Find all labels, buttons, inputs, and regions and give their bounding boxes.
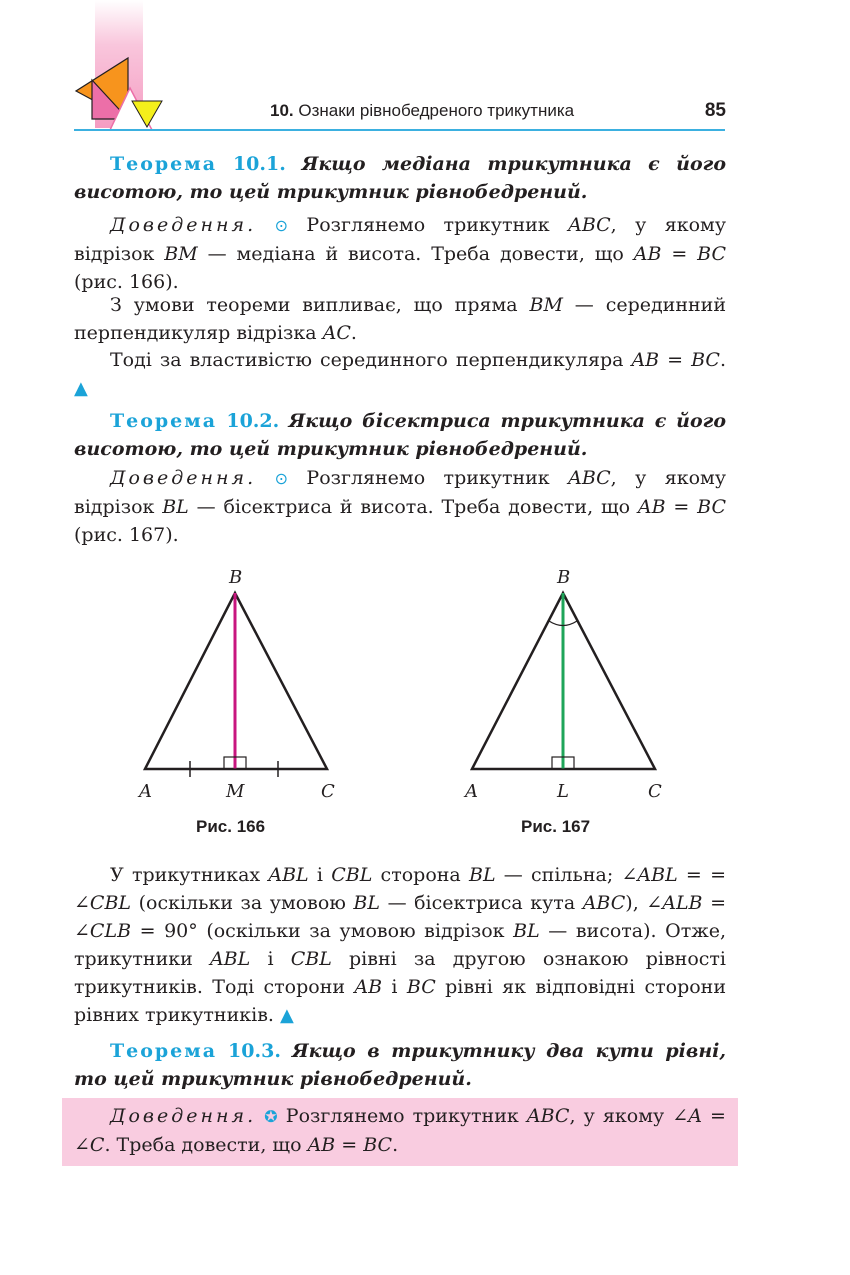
theorem-label: Теорема [110,1040,218,1062]
proof-1-paragraph-3: Тоді за властивістю серединного перпендикуляра AB = BC. ▲ [74,349,726,399]
text: і [382,976,407,998]
vertex-label-m: M [226,781,245,802]
text: = = [677,864,727,886]
text: (оскільки за умовою [131,892,354,914]
figure-167 [445,560,685,820]
theorem-10-3 [74,1037,726,1093]
var: ∠ALB [646,892,703,914]
text: (рис. 167). [74,524,179,546]
text: — бісектриса й висота. Треба довести, що [188,496,638,518]
chapter-title: Ознаки рівнобедреного трикутника [298,101,575,120]
argument-paragraph [74,861,726,1030]
vertex-label-b: B [229,567,243,588]
page-number: 85 [704,100,726,121]
vertex-label-a: A [465,781,478,802]
theorem-label: Теорема [110,153,218,175]
var: AB [354,976,383,998]
chapter-number: 10. [270,101,294,120]
var: AB = BC [631,349,720,371]
text: = [702,892,727,914]
var: AB = BC [637,496,726,518]
text: — серединний перпендикуляр відрізка [74,294,726,344]
var: ABL [209,948,251,970]
var: ∠ABL [621,864,678,886]
var: AC [322,322,351,344]
text: (рис. 166). [74,271,179,293]
triangles-logo-icon [70,55,170,135]
var: BL [353,892,381,914]
theorem-statement: Якщо в трикутнику два кути рівні, то цей трикутник рівнобедрений. [74,1040,727,1090]
text: = 90° (оскільки за умовою відрізок [131,920,514,942]
theorem-10-1 [74,150,726,206]
var: ∠CLB [74,920,132,942]
figure-167-caption: Рис. 167 [521,817,591,836]
vertex-label-c: C [321,781,335,802]
var: ∠CBL [74,892,132,914]
theorem-statement: Якщо медіана трикутника є його висотою, то цей трикутник рівнобедрений. [74,153,726,203]
figure-166 [120,560,360,820]
var: CBL [290,948,332,970]
var: BC [406,976,436,998]
proof-word: Доведення. [110,1105,257,1127]
text: Тоді за властивістю серединного перпендикуляра [110,349,632,371]
text: і [308,864,332,886]
figure-166-caption: Рис. 166 [196,817,266,836]
var: BL [513,920,540,942]
var: AB = BC [307,1134,393,1156]
running-header [270,101,574,121]
text: . [392,1134,399,1156]
text: . Треба довести, що [104,1134,308,1156]
var: ∠A = ∠C [74,1105,726,1156]
text: рівні за другою ознакою рівності трикутників. Тоді сторони [74,948,726,998]
var: BM [529,294,563,316]
var: ABC [568,214,611,236]
text: рівні як відповідні сторони рівних трикутників. [74,976,726,1026]
text: , у якому [569,1105,673,1127]
proof-1-paragraph-2: З умови теореми випливає, що пряма BM — серединний перпендикуляр відрізка AC. [74,294,726,344]
text: Розглянемо трикутник [306,467,569,489]
vertex-label-a: A [139,781,152,802]
text: , у якому відрізок [74,214,727,265]
theorem-10-2 [74,407,726,463]
theorem-label: Теорема [110,410,218,432]
var: ABC [568,467,611,489]
var: ABC [582,892,626,914]
theorem-number: 10.2. [226,410,280,432]
text: — медіана й висота. Треба довести, що [197,243,634,265]
text: — висота). Отже, трикутники [74,920,726,970]
text: У трикутниках [110,864,269,886]
text: Розглянемо трикутник [306,214,569,236]
theorem-number: 10.1. [232,153,286,175]
theorem-number: 10.3. [228,1040,281,1062]
var: BL [162,496,189,518]
proof-1-paragraph-1 [74,211,726,296]
var: BM [164,243,198,265]
circled-dot-icon: ⊙ [274,216,288,235]
vertex-label-l: L [557,781,569,802]
proof-word: Доведення. [110,214,257,236]
proof-3-paragraph-1 [74,1102,726,1159]
circled-star-icon: ✪ [264,1107,278,1126]
triangle-icon: ▲ [279,1005,294,1026]
text: ), [625,892,647,914]
var: CBL [331,864,373,886]
text: З умови теореми випливає, що пряма [110,294,530,316]
text: — бісектриса кута [380,892,583,914]
triangle-icon: ▲ [74,378,88,399]
text: — спільна; [495,864,622,886]
theorem-statement: Якщо бісектриса трикутника є його висотою, то цей трикутник рівнобедрений. [74,410,726,460]
text: , у якому відрізок [74,467,727,518]
text: Розглянемо трикутник [285,1105,527,1127]
text: сторона [372,864,469,886]
vertex-label-b: B [557,567,571,588]
header-rule [74,129,725,131]
circled-dot-icon: ⊙ [274,469,288,488]
text: і [250,948,291,970]
var: AB = BC [633,243,726,265]
var: ABL [268,864,309,886]
proof-2-paragraph-1 [74,464,726,549]
vertex-label-c: C [648,781,662,802]
proof-word: Доведення. [110,467,257,489]
var: ABC [526,1105,570,1127]
var: BL [468,864,496,886]
